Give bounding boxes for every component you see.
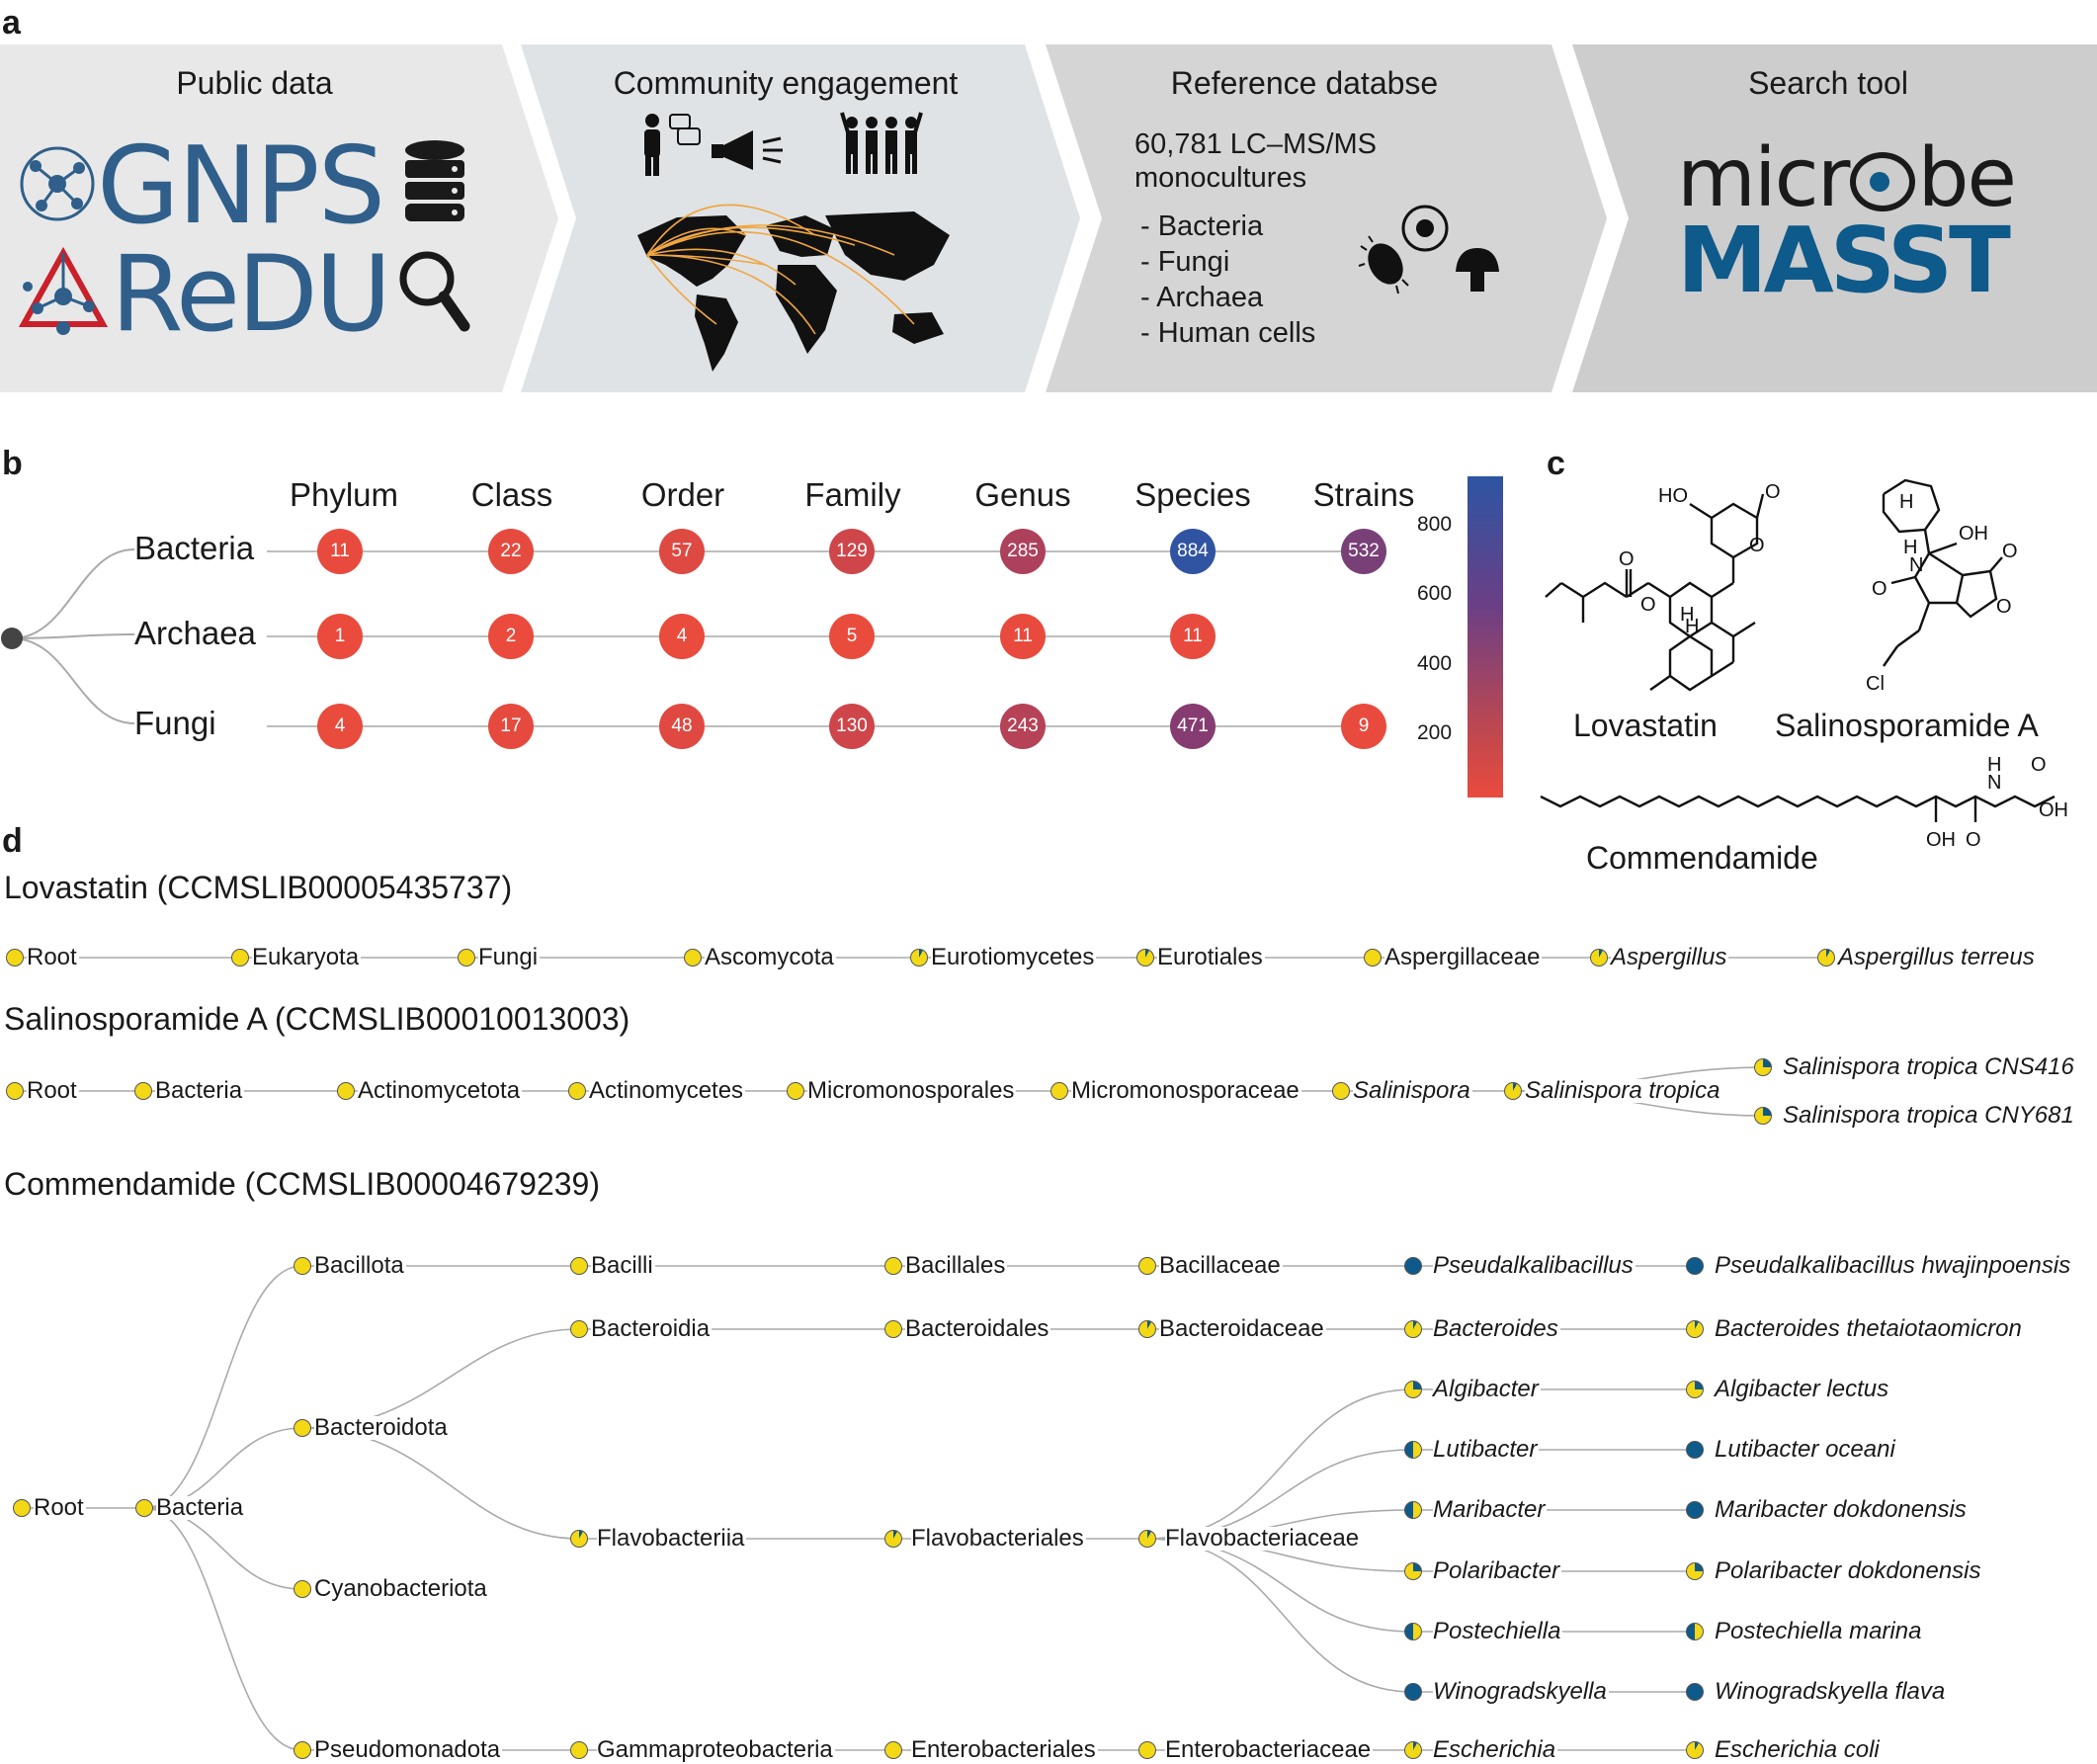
node-dot [1404, 1623, 1422, 1640]
com-node-bacteroides: Bacteroides [1404, 1317, 1560, 1341]
logo-text-be: be [1917, 131, 2015, 225]
svg-text:O: O [1765, 481, 1781, 503]
com-node-maribacter: Maribacter [1404, 1498, 1547, 1522]
sal-node-strain-cny681: Salinispora tropica CNY681 [1754, 1104, 2076, 1128]
node-dot [1686, 1257, 1704, 1275]
count-node-archaea-class: 2 [488, 614, 534, 659]
count-node-bacteria-genus: 285 [1000, 529, 1046, 574]
sal-node-actinomycetota: Actinomycetota [337, 1079, 522, 1103]
kingdom-fungi: Fungi [134, 707, 220, 739]
com-node-bacteroides-thetaiotaomicron: Bacteroides thetaiotaomicron [1686, 1317, 2024, 1341]
node-dot [568, 1082, 586, 1100]
com-node-flavobacteriales: Flavobacteriales [884, 1527, 1086, 1551]
svg-text:HO: HO [1658, 485, 1688, 507]
com-node-flavobacteriaceae: Flavobacteriaceae [1138, 1527, 1361, 1551]
reference-subtitle: monocultures [1134, 162, 1307, 194]
svg-text:O: O [1872, 578, 1887, 600]
kingdom-archaea: Archaea [134, 617, 260, 649]
svg-text:N: N [1909, 554, 1924, 576]
rank-phylum: Phylum [289, 476, 399, 513]
com-node-bacteria: Bacteria [135, 1496, 245, 1520]
com-node-flavobacteriia: Flavobacteriia [570, 1527, 746, 1551]
node-dot [231, 949, 249, 966]
lovastatin-title: Lovastatin (CCMSLIB00005435737) [4, 870, 513, 905]
salinosporamide-title: Salinosporamide A (CCMSLIB00010013003) [4, 1001, 630, 1037]
com-node-enterobacteriales: Enterobacteriales [884, 1738, 1098, 1762]
com-node-pseudalkalibacillus: Pseudalkalibacillus [1404, 1254, 1636, 1278]
node-dot [1404, 1501, 1422, 1519]
reference-title: Reference databse [1170, 65, 1439, 101]
node-dot [910, 949, 928, 966]
com-node-root: Root [13, 1496, 86, 1520]
com-node-bacilli: Bacilli [570, 1254, 655, 1278]
node-dot [1686, 1320, 1704, 1338]
sal-node-micromonosporaceae: Micromonosporaceae [1050, 1079, 1301, 1103]
svg-text:O: O [1619, 548, 1635, 570]
rank-order: Order [640, 476, 725, 513]
count-node-fungi-genus: 243 [1000, 704, 1046, 749]
svg-text:H: H [1899, 491, 1914, 513]
count-node-archaea-phylum: 1 [317, 614, 363, 659]
svg-text:OH: OH [1926, 829, 1956, 851]
com-node-postechiella: Postechiella [1404, 1620, 1562, 1643]
com-node-bacteroidaceae: Bacteroidaceae [1138, 1317, 1326, 1341]
reference-item-bacteria: - Bacteria [1140, 210, 1264, 242]
com-node-winogradskyella: Winogradskyella [1404, 1680, 1609, 1704]
rank-family: Family [804, 476, 901, 513]
colorbar-tick-600: 600 [1417, 582, 1453, 605]
microbemasst-logo-bottom: MASST [1677, 208, 2007, 313]
node-dot [1686, 1381, 1704, 1398]
node-dot [1590, 949, 1608, 966]
com-node-algibacter: Algibacter [1404, 1378, 1541, 1401]
count-node-bacteria-class: 22 [488, 529, 534, 574]
com-node-lutibacter: Lutibacter [1404, 1438, 1539, 1462]
count-node-fungi-class: 17 [488, 704, 534, 749]
com-node-enterobacteriaceae: Enterobacteriaceae [1138, 1738, 1373, 1762]
com-node-bacillota: Bacillota [294, 1254, 406, 1278]
lov-node-fungi: Fungi [458, 946, 540, 969]
svg-text:O: O [1996, 596, 2012, 618]
svg-text:Cl: Cl [1866, 673, 1885, 695]
node-dot [1138, 1741, 1156, 1759]
svg-text:O: O [2002, 541, 2018, 562]
rank-species: Species [1134, 476, 1251, 513]
lov-node-root: Root [6, 946, 79, 969]
com-node-bacteroidia: Bacteroidia [570, 1317, 712, 1341]
node-dot [570, 1530, 588, 1548]
count-node-fungi-family: 130 [829, 704, 875, 749]
node-dot [1504, 1082, 1522, 1100]
com-node-algibacter-lectus: Algibacter lectus [1686, 1378, 1890, 1401]
lov-node-aspergillaceae: Aspergillaceae [1364, 946, 1542, 969]
commendamide-label: Commendamide [1586, 840, 1818, 876]
node-dot [1686, 1562, 1704, 1580]
count-node-fungi-phylum: 4 [317, 704, 363, 749]
count-node-bacteria-order: 57 [659, 529, 705, 574]
count-node-fungi-species: 471 [1170, 704, 1216, 749]
com-node-cyanobacteriota: Cyanobacteriota [294, 1577, 489, 1601]
node-dot [1754, 1058, 1772, 1076]
reference-item-fungi: - Fungi [1140, 246, 1230, 278]
node-dot [294, 1257, 311, 1275]
node-dot [134, 1082, 152, 1100]
node-dot [684, 949, 702, 966]
node-dot [1404, 1320, 1422, 1338]
count-node-archaea-order: 4 [659, 614, 705, 659]
node-dot [1404, 1441, 1422, 1459]
lov-node-aspergillus-terreus: Aspergillus terreus [1817, 946, 2037, 969]
public-data-title: Public data [176, 65, 333, 101]
node-dot [1686, 1441, 1704, 1459]
sal-node-salinispora-tropica: Salinispora tropica [1504, 1079, 1721, 1103]
node-dot [337, 1082, 355, 1100]
node-dot [294, 1419, 311, 1437]
colorbar-tick-800: 800 [1417, 513, 1453, 536]
count-node-bacteria-family: 129 [829, 529, 875, 574]
com-node-bacillaceae: Bacillaceae [1138, 1254, 1283, 1278]
lov-node-ascomycota: Ascomycota [684, 946, 836, 969]
lov-node-eurotiomycetes: Eurotiomycetes [910, 946, 1096, 969]
svg-text:OH: OH [2039, 799, 2068, 821]
panel-letter-a: a [2, 4, 21, 42]
node-dot [570, 1257, 588, 1275]
node-dot [884, 1741, 902, 1759]
node-dot [13, 1499, 31, 1517]
node-dot [458, 949, 475, 966]
count-node-fungi-order: 48 [659, 704, 705, 749]
count-node-fungi-strains: 9 [1341, 704, 1386, 749]
com-node-maribacter-dokdonensis: Maribacter dokdonensis [1686, 1498, 1969, 1522]
svg-text:N: N [1987, 772, 2002, 794]
sal-node-micromonosporales: Micromonosporales [787, 1079, 1016, 1103]
svg-text:O: O [1966, 829, 1981, 851]
node-dot [570, 1320, 588, 1338]
node-dot [135, 1499, 153, 1517]
logo-text-micr: micr [1677, 131, 1849, 225]
node-dot [1332, 1082, 1350, 1100]
lov-node-aspergillus: Aspergillus [1590, 946, 1728, 969]
reference-item-human-cells: - Human cells [1140, 317, 1316, 349]
node-dot [787, 1082, 804, 1100]
rank-strains: Strains [1312, 476, 1415, 513]
node-dot [884, 1530, 902, 1548]
gnps-logo: GNPS [97, 125, 384, 248]
sal-node-actinomycetes: Actinomycetes [568, 1079, 745, 1103]
svg-text:H: H [1680, 604, 1695, 626]
lov-node-eurotiales: Eurotiales [1136, 946, 1265, 969]
com-node-bacteroidales: Bacteroidales [884, 1317, 1050, 1341]
com-node-pseudalkalibacillus-hwajinpoensis: Pseudalkalibacillus hwajinpoensis [1686, 1254, 2072, 1278]
svg-text:OH: OH [1959, 523, 1988, 545]
node-dot [1404, 1562, 1422, 1580]
sal-node-root: Root [6, 1079, 79, 1103]
com-node-bacteroidota: Bacteroidota [294, 1416, 450, 1440]
svg-text:O: O [1640, 594, 1656, 616]
node-dot [1404, 1741, 1422, 1759]
com-node-lutibacter-oceani: Lutibacter oceani [1686, 1438, 1897, 1462]
panel-letter-b: b [2, 445, 23, 482]
community-title: Community engagement [613, 65, 959, 101]
svg-text:H: H [1903, 537, 1918, 558]
com-node-pseudomonadota: Pseudomonadota [294, 1738, 502, 1762]
node-dot [570, 1741, 588, 1759]
node-dot [884, 1257, 902, 1275]
com-node-polaribacter: Polaribacter [1404, 1559, 1561, 1583]
colorbar-tick-400: 400 [1417, 652, 1453, 675]
node-dot [6, 1082, 24, 1100]
node-dot [294, 1741, 311, 1759]
com-node-escherichia: Escherichia [1404, 1738, 1557, 1762]
count-node-bacteria-strains: 532 [1341, 529, 1386, 574]
svg-text:H: H [1685, 616, 1700, 637]
redu-logo: ReDU [111, 233, 389, 355]
com-node-escherichia-coli: Escherichia coli [1686, 1738, 1882, 1762]
com-node-bacillales: Bacillales [884, 1254, 1007, 1278]
rank-class: Class [470, 476, 553, 513]
svg-text:O: O [2031, 754, 2047, 776]
com-node-gammaproteobacteria: Gammaproteobacteria [570, 1738, 835, 1762]
node-dot [1138, 1530, 1156, 1548]
com-node-winogradskyella-flava: Winogradskyella flava [1686, 1680, 1947, 1704]
reference-item-archaea: - Archaea [1140, 282, 1264, 313]
commendamide-title: Commendamide (CCMSLIB00004679239) [4, 1166, 600, 1202]
node-dot [1136, 949, 1154, 966]
salinosporamide-label: Salinosporamide A [1775, 708, 2039, 743]
node-dot [1050, 1082, 1068, 1100]
node-dot [6, 949, 24, 966]
count-node-bacteria-phylum: 11 [317, 529, 363, 574]
node-dot [1817, 949, 1835, 966]
node-dot [1404, 1683, 1422, 1701]
search-tool-title: Search tool [1748, 65, 1908, 101]
svg-text:H: H [1987, 754, 2002, 776]
node-dot [884, 1320, 902, 1338]
com-node-polaribacter-dokdonensis: Polaribacter dokdonensis [1686, 1559, 1983, 1583]
colorbar-tick-200: 200 [1417, 721, 1453, 744]
node-dot [1686, 1623, 1704, 1640]
svg-text:O: O [1749, 535, 1765, 556]
node-dot [1686, 1683, 1704, 1701]
node-dot [1138, 1257, 1156, 1275]
sal-node-strain-cns416: Salinispora tropica CNS416 [1754, 1055, 2076, 1079]
count-node-archaea-species: 11 [1170, 614, 1216, 659]
reference-count: 60,781 LC–MS/MS [1134, 128, 1378, 160]
node-dot [1404, 1257, 1422, 1275]
node-dot [1686, 1741, 1704, 1759]
node-dot [294, 1580, 311, 1598]
node-dot [1404, 1381, 1422, 1398]
lov-node-eukaryota: Eukaryota [231, 946, 361, 969]
rank-genus: Genus [974, 476, 1071, 513]
lovastatin-label: Lovastatin [1573, 708, 1718, 743]
count-node-bacteria-species: 884 [1170, 529, 1216, 574]
com-node-postechiella-marina: Postechiella marina [1686, 1620, 1923, 1643]
node-dot [1686, 1501, 1704, 1519]
node-dot [1138, 1320, 1156, 1338]
sal-node-salinispora: Salinispora [1332, 1079, 1472, 1103]
node-dot [1754, 1107, 1772, 1125]
node-dot [1364, 949, 1382, 966]
kingdom-bacteria: Bacteria [134, 532, 258, 564]
sal-node-bacteria: Bacteria [134, 1079, 244, 1103]
panel-letter-c: c [1547, 445, 1565, 482]
count-node-archaea-family: 5 [829, 614, 875, 659]
panel-letter-d: d [2, 822, 23, 860]
count-node-archaea-genus: 11 [1000, 614, 1046, 659]
